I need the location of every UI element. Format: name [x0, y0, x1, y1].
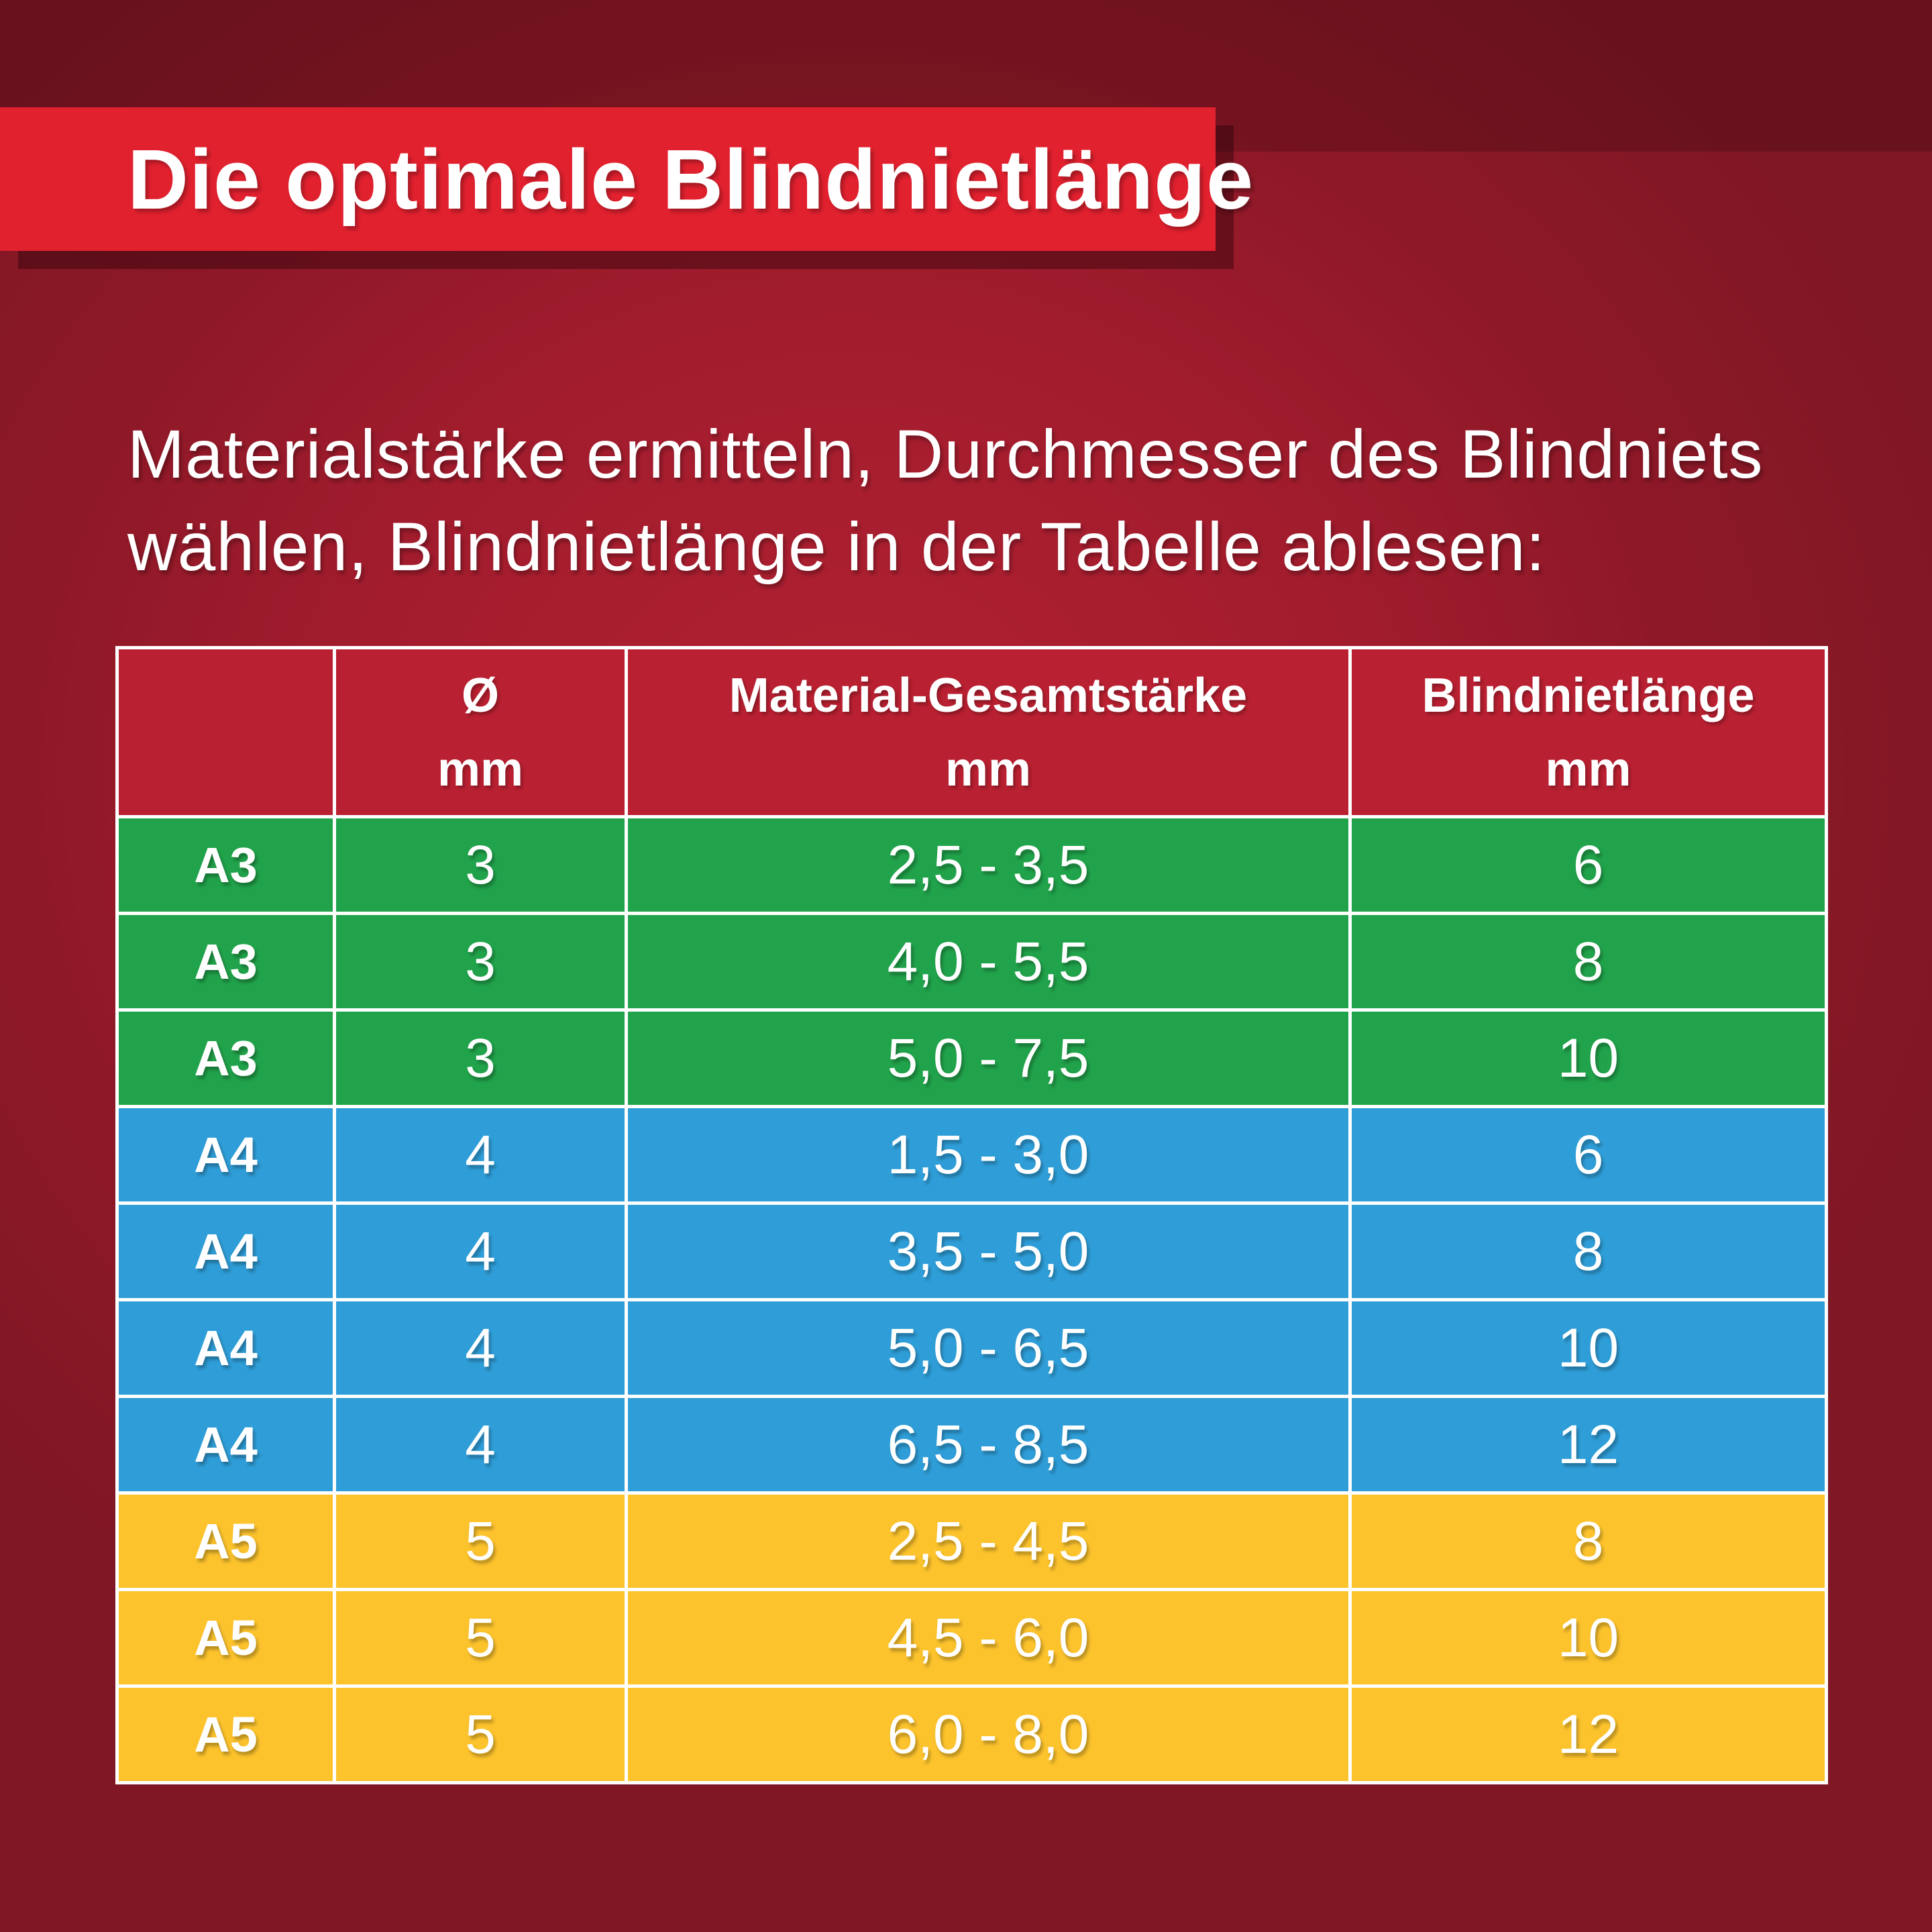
cell-rivet-length: 10: [1350, 1300, 1827, 1397]
cell-material-thickness: 6,0 - 8,0: [627, 1686, 1350, 1783]
cell-rivet-length: 8: [1350, 914, 1827, 1010]
table-row: [117, 1493, 1827, 1590]
table-row: [117, 1300, 1827, 1397]
row-label: A4: [117, 1203, 335, 1300]
cell-diameter: 5: [335, 1590, 627, 1686]
row-label: A5: [117, 1590, 335, 1686]
diameter-symbol: Ø: [461, 668, 499, 722]
table-row: [117, 1107, 1827, 1203]
cell-material-thickness: 2,5 - 3,5: [627, 817, 1350, 914]
table-row: [117, 1590, 1827, 1686]
row-label: A4: [117, 1300, 335, 1397]
header-cell-diameter: Ø mm: [335, 648, 627, 817]
cell-rivet-length: 12: [1350, 1397, 1827, 1493]
intro-line-2: wählen, Blindnietlänge in der Tabelle ablesen:: [127, 508, 1546, 585]
cell-diameter: 5: [335, 1493, 627, 1590]
cell-diameter: 4: [335, 1300, 627, 1397]
header-cell-material-thickness: Material-Gesamtstärke mm: [627, 648, 1350, 817]
cell-diameter: 3: [335, 914, 627, 1010]
title-banner: [0, 107, 1254, 251]
table-row: [117, 1203, 1827, 1300]
cell-diameter: 4: [335, 1107, 627, 1203]
cell-material-thickness: 3,5 - 5,0: [627, 1203, 1350, 1300]
table-row: [117, 1010, 1827, 1107]
row-label: A3: [117, 817, 335, 914]
table-body: [117, 817, 1827, 1783]
row-label: A4: [117, 1107, 335, 1203]
table-row: [117, 817, 1827, 914]
intro-text: [127, 408, 1764, 593]
cell-rivet-length: 12: [1350, 1686, 1827, 1783]
page-title: Die optimale Blindnietlänge: [127, 131, 1254, 227]
row-label: A3: [117, 914, 335, 1010]
cell-diameter: 3: [335, 817, 627, 914]
cell-rivet-length: 10: [1350, 1590, 1827, 1686]
row-label: A4: [117, 1397, 335, 1493]
cell-rivet-length: 8: [1350, 1203, 1827, 1300]
cell-material-thickness: 6,5 - 8,5: [627, 1397, 1350, 1493]
cell-material-thickness: 2,5 - 4,5: [627, 1493, 1350, 1590]
table-header: [117, 648, 1827, 817]
table-row: [117, 1686, 1827, 1783]
header-cell-empty: [117, 648, 335, 817]
cell-diameter: 3: [335, 1010, 627, 1107]
cell-diameter: 4: [335, 1397, 627, 1493]
cell-material-thickness: 5,0 - 7,5: [627, 1010, 1350, 1107]
cell-rivet-length: 10: [1350, 1010, 1827, 1107]
cell-rivet-length: 8: [1350, 1493, 1827, 1590]
cell-material-thickness: 5,0 - 6,5: [627, 1300, 1350, 1397]
intro-line-1: Materialstärke ermitteln, Durchmesser des Blindniets: [127, 416, 1764, 492]
cell-material-thickness: 4,0 - 5,5: [627, 914, 1350, 1010]
cell-diameter: 5: [335, 1686, 627, 1783]
cell-material-thickness: 4,5 - 6,0: [627, 1590, 1350, 1686]
rivet-size-table: [115, 646, 1828, 1784]
cell-rivet-length: 6: [1350, 817, 1827, 914]
table-row: [117, 914, 1827, 1010]
cell-diameter: 4: [335, 1203, 627, 1300]
row-label: A3: [117, 1010, 335, 1107]
cell-material-thickness: 1,5 - 3,0: [627, 1107, 1350, 1203]
header-cell-rivet-length: Blindnietlänge mm: [1350, 648, 1827, 817]
cell-rivet-length: 6: [1350, 1107, 1827, 1203]
table-header-row: [117, 648, 1827, 817]
row-label: A5: [117, 1493, 335, 1590]
row-label: A5: [117, 1686, 335, 1783]
table-row: [117, 1397, 1827, 1493]
